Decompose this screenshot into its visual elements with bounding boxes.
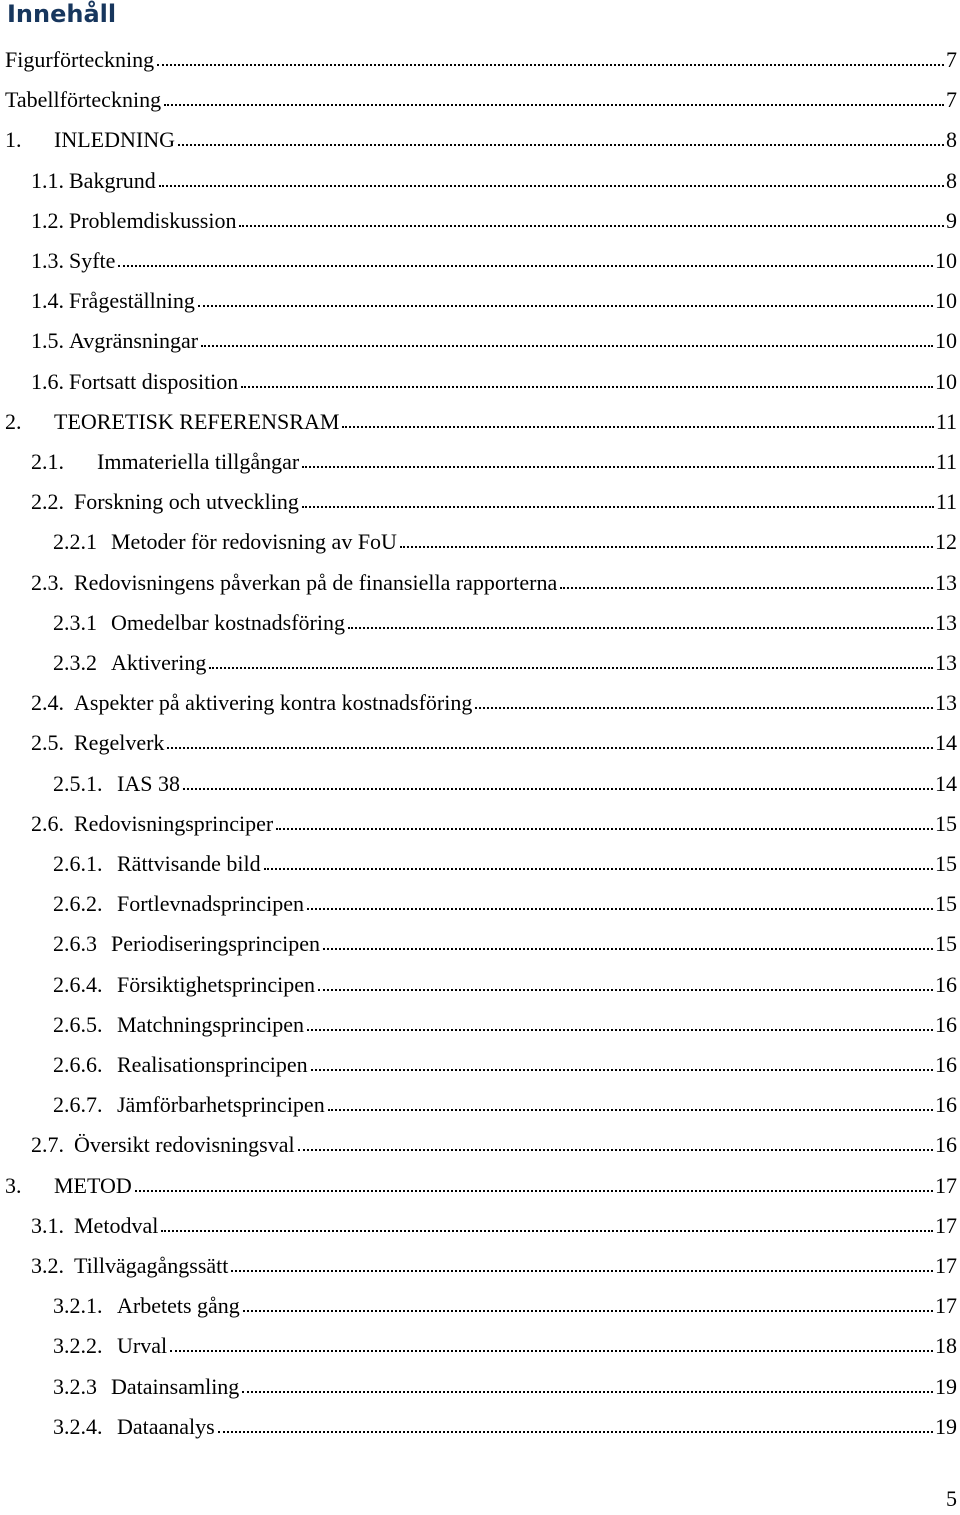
toc-entry-page: 17 <box>935 1212 957 1238</box>
toc-entry-page: 15 <box>935 891 957 917</box>
toc-entry-page: 15 <box>935 931 957 957</box>
toc-entry-number: 2.6.7. <box>53 1092 103 1118</box>
dot-leader <box>264 868 933 870</box>
toc-entry-page: 8 <box>946 167 957 193</box>
toc-entry-page: 15 <box>935 851 957 876</box>
toc-entry-number: 1.3. <box>31 248 64 273</box>
toc-entry-page: 10 <box>935 368 957 394</box>
toc-entry-number: 2.3.2 <box>53 650 97 675</box>
toc-entry-title: Arbetets gång <box>117 1293 240 1319</box>
toc-entry-number: 1.2. <box>31 207 64 233</box>
toc-entry[interactable] <box>5 1159 957 1199</box>
dot-leader <box>400 546 933 548</box>
toc-entry[interactable] <box>31 676 957 716</box>
toc-entry-title: Periodiseringsprincipen <box>111 931 320 957</box>
toc-entry-title: Aspekter på aktivering kontra kostnadsföring <box>74 690 473 716</box>
toc-entry[interactable] <box>53 1400 957 1440</box>
toc-entry-number: 3.2.4. <box>53 1413 103 1439</box>
toc-entry-number: 2.1. <box>31 449 64 474</box>
toc-entry-title: Försiktighetsprincipen <box>117 971 315 997</box>
toc-entry-page: 9 <box>946 207 957 233</box>
dot-leader <box>342 426 933 428</box>
toc-entry-title: Omedelbar kostnadsföring <box>111 609 345 635</box>
toc-entry[interactable] <box>31 154 957 194</box>
dot-leader <box>218 1431 933 1433</box>
toc-entry-page: 10 <box>935 288 957 314</box>
toc-entry-page: 16 <box>935 1132 957 1158</box>
toc-entry-page: 19 <box>935 1413 957 1439</box>
toc-entry[interactable] <box>53 1038 957 1078</box>
toc-entry-page: 7 <box>946 87 957 113</box>
toc-entry-number: 2.6.3 <box>53 931 97 957</box>
toc-entry-title: Urval <box>117 1333 168 1359</box>
toc-entry-page: 7 <box>946 47 957 72</box>
toc-entry-title: Redovisningsprinciper <box>74 810 274 836</box>
toc-entry[interactable] <box>5 395 957 435</box>
toc-entry-number: 3.1. <box>31 1212 64 1238</box>
toc-entry-title: Forskning och utveckling <box>74 489 299 515</box>
dot-leader <box>183 788 933 790</box>
dot-leader <box>118 265 933 267</box>
toc-entry-number: 1.5. <box>31 328 64 354</box>
toc-entry-number: 2.2. <box>31 489 64 515</box>
toc-entry-title: INLEDNING <box>54 127 175 153</box>
toc-entry-page: 11 <box>935 408 957 434</box>
toc-entry-number: 2.7. <box>31 1132 64 1158</box>
toc-entry-title: Matchningsprincipen <box>117 1011 304 1037</box>
toc-entry[interactable] <box>53 1360 957 1400</box>
toc-entry-number: 1.1. <box>31 167 64 193</box>
dot-leader <box>323 948 933 950</box>
page-number: 5 <box>946 1486 957 1511</box>
toc-entry-number: 1.6. <box>31 368 64 394</box>
dot-leader <box>161 1230 933 1232</box>
toc-entry[interactable] <box>31 1199 957 1239</box>
toc-entry-title: Realisationsprincipen <box>117 1052 308 1077</box>
dot-leader <box>328 1109 933 1111</box>
toc-entry-title: Rättvisande bild <box>117 851 261 876</box>
toc-entry-number: 2.6.4. <box>53 971 103 997</box>
toc-entry-number: 3.2.2. <box>53 1333 103 1359</box>
toc-entry-number: 2.2.1 <box>53 529 97 555</box>
toc-entry[interactable] <box>53 636 957 676</box>
toc-entry[interactable] <box>5 33 957 73</box>
toc-entry-title: METOD <box>54 1172 132 1198</box>
toc-entry-page: 11 <box>935 449 957 474</box>
toc-entry-title: Tillvägagångssätt <box>74 1253 229 1278</box>
toc-entry[interactable] <box>53 998 957 1038</box>
toc-entry-page: 19 <box>935 1373 957 1399</box>
toc-entry-title: Fortlevnadsprincipen <box>117 891 304 917</box>
dot-leader <box>157 64 944 66</box>
toc-entry-page: 10 <box>935 328 957 354</box>
dot-leader <box>302 506 934 508</box>
toc-entry-title: Avgränsningar <box>69 328 199 354</box>
toc-entry-title: Tabellförteckning <box>5 87 162 113</box>
toc-entry-page: 13 <box>935 690 957 716</box>
toc-entry-page: 14 <box>935 770 957 796</box>
toc-entry-title: IAS 38 <box>117 770 180 796</box>
toc-entry-number: 3. <box>5 1172 22 1198</box>
toc-entry[interactable] <box>53 515 957 555</box>
toc-entry-number: 2.3. <box>31 569 64 595</box>
dot-leader <box>170 1350 933 1352</box>
toc-entry-title: Aktivering <box>111 650 207 675</box>
dot-leader <box>178 144 944 146</box>
toc-entry-number: 2.6.1. <box>53 851 103 876</box>
toc-entry-number: 2.5.1. <box>53 770 103 796</box>
toc-entry-title: Metoder för redovisning av FoU <box>111 529 397 555</box>
dot-leader <box>475 707 933 709</box>
toc-entry[interactable] <box>31 234 957 274</box>
toc-entry-title: Dataanalys <box>117 1413 215 1439</box>
dot-leader <box>201 345 933 347</box>
toc-entry-title: Datainsamling <box>111 1373 240 1399</box>
dot-leader <box>307 1029 933 1031</box>
toc-entry[interactable] <box>31 556 957 596</box>
toc-entry[interactable] <box>53 877 957 917</box>
dot-leader <box>164 104 944 106</box>
dot-leader <box>276 828 933 830</box>
toc-entry[interactable] <box>53 958 957 998</box>
toc-entry-page: 18 <box>935 1333 957 1359</box>
toc-entry-number: 2. <box>5 408 22 434</box>
toc-entry-number: 2.6.5. <box>53 1011 103 1037</box>
toc-entry-title: Problemdiskussion <box>69 207 237 233</box>
toc-entry-number: 1.4. <box>31 288 64 314</box>
toc-entry-page: 17 <box>935 1253 957 1278</box>
toc-entry-number: 2.6.6. <box>53 1052 103 1077</box>
toc-entry-title: Jämförbarhetsprincipen <box>117 1092 325 1118</box>
toc-entry-title: Metodval <box>74 1212 159 1238</box>
dot-leader <box>239 225 944 227</box>
toc-entry-page: 14 <box>935 730 957 756</box>
dot-leader <box>159 185 944 187</box>
toc-entry-title: Översikt redovisningsval <box>74 1132 295 1158</box>
dot-leader <box>307 908 933 910</box>
toc-entry-page: 10 <box>935 248 957 273</box>
toc-entry-title: Bakgrund <box>69 167 156 193</box>
toc-entry[interactable] <box>31 1239 957 1279</box>
toc-entry[interactable] <box>31 274 957 314</box>
dot-leader <box>198 305 933 307</box>
dot-leader <box>311 1069 933 1071</box>
dot-leader <box>231 1270 933 1272</box>
dot-leader <box>135 1190 933 1192</box>
toc-entry[interactable] <box>53 1319 957 1359</box>
dot-leader <box>318 989 933 991</box>
toc-entry-title: Fortsatt disposition <box>69 368 239 394</box>
toc-entry-title: Redovisningens påverkan på de finansiella rapporterna <box>74 569 558 595</box>
toc-entry[interactable] <box>31 194 957 234</box>
toc-entry[interactable] <box>53 596 957 636</box>
toc-entry-title: Regelverk <box>74 730 165 756</box>
toc-entry-number: 3.2.1. <box>53 1293 103 1319</box>
toc-entry-page: 16 <box>935 1092 957 1118</box>
toc-entry-page: 16 <box>935 971 957 997</box>
toc-entry-number: 1. <box>5 127 22 153</box>
toc-entry-title: Syfte <box>69 248 116 273</box>
dot-leader <box>241 386 933 388</box>
toc-entry-number: 2.6.2. <box>53 891 103 917</box>
dot-leader <box>560 587 933 589</box>
toc-heading: Innehåll <box>7 0 117 28</box>
toc-entry-title: Immateriella tillgångar <box>97 449 300 474</box>
toc-entry-number: 2.5. <box>31 730 64 756</box>
toc-entry-page: 17 <box>935 1172 957 1198</box>
toc-entry[interactable] <box>31 1118 957 1158</box>
toc-entry-page: 13 <box>935 609 957 635</box>
toc-entry-page: 8 <box>946 127 957 153</box>
toc-entry-number: 2.3.1 <box>53 609 97 635</box>
toc-entry-number: 3.2.3 <box>53 1373 97 1399</box>
toc-entry[interactable] <box>31 716 957 756</box>
toc-entry[interactable] <box>31 797 957 837</box>
toc-entry[interactable] <box>53 1078 957 1118</box>
toc-entry[interactable] <box>5 73 957 113</box>
toc-entry-title: TEORETISK REFERENSRAM <box>54 408 340 434</box>
toc-entry[interactable] <box>31 475 957 515</box>
dot-leader <box>302 466 934 468</box>
toc-entry-title: Frågeställning <box>69 288 195 314</box>
toc-entry[interactable] <box>53 757 957 797</box>
dot-leader <box>167 747 933 749</box>
toc-entry-number: 2.6. <box>31 810 64 836</box>
toc-entry[interactable] <box>53 917 957 957</box>
toc-entry[interactable] <box>5 113 957 153</box>
dot-leader <box>242 1391 933 1393</box>
toc-entry-page: 11 <box>935 489 957 515</box>
toc-entry-title: Figurförteckning <box>5 47 155 72</box>
toc-entry[interactable] <box>53 1279 957 1319</box>
toc-entry-page: 13 <box>935 569 957 595</box>
toc-entry-page: 12 <box>935 529 957 555</box>
toc-entry[interactable] <box>31 355 957 395</box>
toc-entry[interactable] <box>53 837 957 877</box>
toc-entry-page: 13 <box>935 650 957 675</box>
toc-entry[interactable] <box>31 314 957 354</box>
toc-entry-page: 15 <box>935 810 957 836</box>
toc-entry-number: 3.2. <box>31 1253 64 1278</box>
toc-entry[interactable] <box>31 435 957 475</box>
toc-entry-number: 2.4. <box>31 690 64 716</box>
dot-leader <box>243 1310 933 1312</box>
toc-entry-page: 17 <box>935 1293 957 1319</box>
toc-entry-page: 16 <box>935 1011 957 1037</box>
toc-entry-page: 16 <box>935 1052 957 1077</box>
dot-leader <box>348 627 933 629</box>
dot-leader <box>298 1149 933 1151</box>
dot-leader <box>209 667 933 669</box>
